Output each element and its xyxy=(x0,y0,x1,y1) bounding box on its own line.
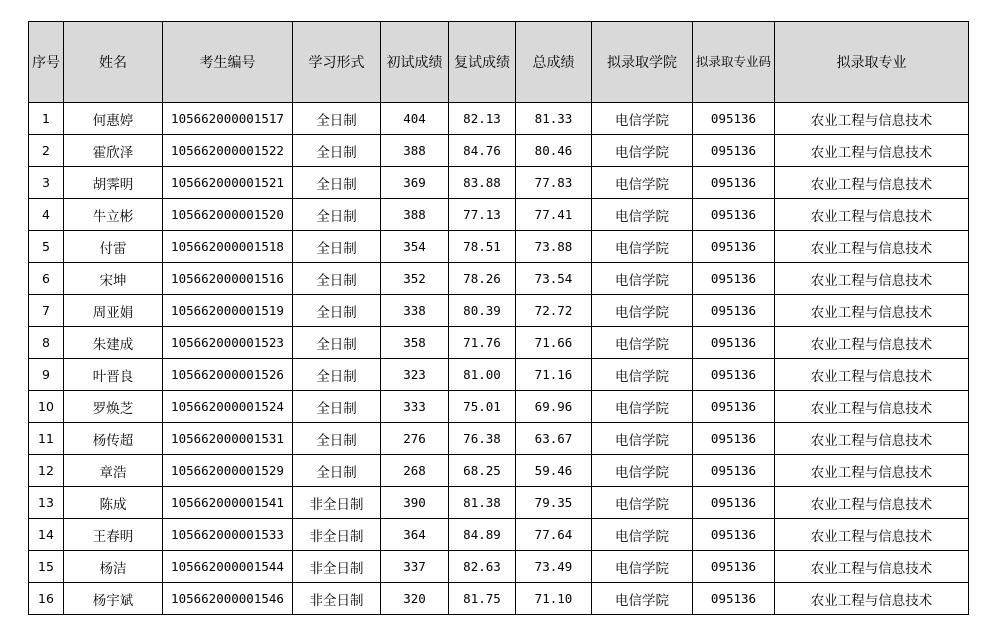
cell-total-score: 72.72 xyxy=(516,295,592,327)
table-row xyxy=(29,583,969,615)
cell-index: 5 xyxy=(29,231,64,263)
cell-major: 农业工程与信息技术 xyxy=(775,327,969,359)
cell-name: 章浩 xyxy=(64,455,163,487)
table-row xyxy=(29,327,969,359)
cell-total-score: 81.33 xyxy=(516,103,592,135)
cell-retest-score: 75.01 xyxy=(449,391,516,423)
cell-initial-score: 388 xyxy=(381,199,449,231)
cell-major: 农业工程与信息技术 xyxy=(775,519,969,551)
cell-index: 11 xyxy=(29,423,64,455)
cell-major: 农业工程与信息技术 xyxy=(775,231,969,263)
cell-index: 2 xyxy=(29,135,64,167)
cell-initial-score: 337 xyxy=(381,551,449,583)
cell-index: 13 xyxy=(29,487,64,519)
table-row xyxy=(29,423,969,455)
table-body xyxy=(29,103,969,615)
cell-total-score: 73.88 xyxy=(516,231,592,263)
cell-total-score: 77.41 xyxy=(516,199,592,231)
cell-initial-score: 352 xyxy=(381,263,449,295)
cell-index: 12 xyxy=(29,455,64,487)
cell-major: 农业工程与信息技术 xyxy=(775,167,969,199)
cell-college: 电信学院 xyxy=(592,263,693,295)
cell-retest-score: 82.13 xyxy=(449,103,516,135)
cell-major-code: 095136 xyxy=(693,455,775,487)
cell-major: 农业工程与信息技术 xyxy=(775,103,969,135)
cell-retest-score: 80.39 xyxy=(449,295,516,327)
cell-exam-id: 105662000001517 xyxy=(163,103,293,135)
cell-retest-score: 78.26 xyxy=(449,263,516,295)
cell-major-code: 095136 xyxy=(693,391,775,423)
cell-major: 农业工程与信息技术 xyxy=(775,455,969,487)
cell-exam-id: 105662000001546 xyxy=(163,583,293,615)
cell-name: 王春明 xyxy=(64,519,163,551)
cell-study-mode: 非全日制 xyxy=(293,551,381,583)
cell-study-mode: 全日制 xyxy=(293,135,381,167)
cell-initial-score: 268 xyxy=(381,455,449,487)
cell-college: 电信学院 xyxy=(592,455,693,487)
cell-college: 电信学院 xyxy=(592,135,693,167)
cell-total-score: 71.66 xyxy=(516,327,592,359)
table-row xyxy=(29,167,969,199)
cell-name: 杨传超 xyxy=(64,423,163,455)
cell-college: 电信学院 xyxy=(592,423,693,455)
cell-retest-score: 81.00 xyxy=(449,359,516,391)
table-row xyxy=(29,455,969,487)
header-total-score: 总成绩 xyxy=(516,22,592,103)
cell-major: 农业工程与信息技术 xyxy=(775,423,969,455)
cell-college: 电信学院 xyxy=(592,231,693,263)
cell-name: 杨洁 xyxy=(64,551,163,583)
header-exam-id: 考生编号 xyxy=(163,22,293,103)
header-major-code: 拟录取专业码 xyxy=(693,22,775,103)
cell-college: 电信学院 xyxy=(592,391,693,423)
header-study-mode: 学习形式 xyxy=(293,22,381,103)
cell-index: 1 xyxy=(29,103,64,135)
table-row xyxy=(29,551,969,583)
cell-retest-score: 81.38 xyxy=(449,487,516,519)
cell-major-code: 095136 xyxy=(693,487,775,519)
cell-major-code: 095136 xyxy=(693,199,775,231)
cell-total-score: 73.49 xyxy=(516,551,592,583)
cell-college: 电信学院 xyxy=(592,167,693,199)
cell-major: 农业工程与信息技术 xyxy=(775,199,969,231)
cell-exam-id: 105662000001524 xyxy=(163,391,293,423)
cell-index: 14 xyxy=(29,519,64,551)
cell-exam-id: 105662000001544 xyxy=(163,551,293,583)
cell-college: 电信学院 xyxy=(592,199,693,231)
cell-exam-id: 105662000001526 xyxy=(163,359,293,391)
cell-study-mode: 全日制 xyxy=(293,199,381,231)
cell-initial-score: 276 xyxy=(381,423,449,455)
cell-total-score: 79.35 xyxy=(516,487,592,519)
cell-exam-id: 105662000001523 xyxy=(163,327,293,359)
cell-name: 何惠婷 xyxy=(64,103,163,135)
cell-total-score: 69.96 xyxy=(516,391,592,423)
cell-exam-id: 105662000001521 xyxy=(163,167,293,199)
cell-exam-id: 105662000001531 xyxy=(163,423,293,455)
cell-study-mode: 非全日制 xyxy=(293,487,381,519)
cell-retest-score: 82.63 xyxy=(449,551,516,583)
cell-index: 4 xyxy=(29,199,64,231)
cell-initial-score: 320 xyxy=(381,583,449,615)
cell-major: 农业工程与信息技术 xyxy=(775,551,969,583)
table-row xyxy=(29,519,969,551)
cell-major-code: 095136 xyxy=(693,231,775,263)
cell-major-code: 095136 xyxy=(693,103,775,135)
cell-major-code: 095136 xyxy=(693,551,775,583)
cell-total-score: 59.46 xyxy=(516,455,592,487)
cell-college: 电信学院 xyxy=(592,583,693,615)
cell-college: 电信学院 xyxy=(592,359,693,391)
cell-study-mode: 全日制 xyxy=(293,263,381,295)
cell-index: 6 xyxy=(29,263,64,295)
cell-study-mode: 全日制 xyxy=(293,295,381,327)
cell-name: 陈成 xyxy=(64,487,163,519)
cell-study-mode: 全日制 xyxy=(293,167,381,199)
cell-retest-score: 81.75 xyxy=(449,583,516,615)
header-row xyxy=(29,22,969,103)
cell-initial-score: 390 xyxy=(381,487,449,519)
cell-name: 付雷 xyxy=(64,231,163,263)
cell-initial-score: 323 xyxy=(381,359,449,391)
cell-name: 宋坤 xyxy=(64,263,163,295)
cell-initial-score: 358 xyxy=(381,327,449,359)
cell-initial-score: 404 xyxy=(381,103,449,135)
cell-exam-id: 105662000001533 xyxy=(163,519,293,551)
cell-exam-id: 105662000001519 xyxy=(163,295,293,327)
table-row xyxy=(29,391,969,423)
cell-index: 3 xyxy=(29,167,64,199)
cell-college: 电信学院 xyxy=(592,519,693,551)
cell-retest-score: 77.13 xyxy=(449,199,516,231)
cell-exam-id: 105662000001541 xyxy=(163,487,293,519)
cell-study-mode: 全日制 xyxy=(293,103,381,135)
header-major: 拟录取专业 xyxy=(775,22,969,103)
cell-study-mode: 全日制 xyxy=(293,231,381,263)
cell-college: 电信学院 xyxy=(592,551,693,583)
table-row xyxy=(29,359,969,391)
cell-major-code: 095136 xyxy=(693,295,775,327)
header-college: 拟录取学院 xyxy=(592,22,693,103)
cell-major-code: 095136 xyxy=(693,167,775,199)
cell-name: 周亚娟 xyxy=(64,295,163,327)
cell-study-mode: 非全日制 xyxy=(293,519,381,551)
cell-major-code: 095136 xyxy=(693,327,775,359)
table-row xyxy=(29,103,969,135)
cell-initial-score: 354 xyxy=(381,231,449,263)
cell-major: 农业工程与信息技术 xyxy=(775,135,969,167)
cell-college: 电信学院 xyxy=(592,327,693,359)
cell-exam-id: 105662000001522 xyxy=(163,135,293,167)
cell-college: 电信学院 xyxy=(592,103,693,135)
cell-retest-score: 84.76 xyxy=(449,135,516,167)
cell-retest-score: 84.89 xyxy=(449,519,516,551)
table-row xyxy=(29,231,969,263)
cell-major: 农业工程与信息技术 xyxy=(775,487,969,519)
cell-study-mode: 全日制 xyxy=(293,455,381,487)
header-initial-score: 初试成绩 xyxy=(381,22,449,103)
cell-index: 7 xyxy=(29,295,64,327)
cell-initial-score: 388 xyxy=(381,135,449,167)
cell-name: 朱建成 xyxy=(64,327,163,359)
cell-index: 16 xyxy=(29,583,64,615)
cell-major: 农业工程与信息技术 xyxy=(775,263,969,295)
table-row xyxy=(29,487,969,519)
cell-total-score: 80.46 xyxy=(516,135,592,167)
cell-exam-id: 105662000001516 xyxy=(163,263,293,295)
cell-name: 牛立彬 xyxy=(64,199,163,231)
cell-major: 农业工程与信息技术 xyxy=(775,583,969,615)
cell-retest-score: 78.51 xyxy=(449,231,516,263)
cell-retest-score: 68.25 xyxy=(449,455,516,487)
cell-index: 15 xyxy=(29,551,64,583)
cell-exam-id: 105662000001529 xyxy=(163,455,293,487)
cell-college: 电信学院 xyxy=(592,487,693,519)
cell-major: 农业工程与信息技术 xyxy=(775,295,969,327)
table-row xyxy=(29,135,969,167)
cell-major-code: 095136 xyxy=(693,135,775,167)
cell-total-score: 77.64 xyxy=(516,519,592,551)
admission-table xyxy=(28,21,969,615)
cell-study-mode: 全日制 xyxy=(293,327,381,359)
header-retest-score: 复试成绩 xyxy=(449,22,516,103)
cell-major: 农业工程与信息技术 xyxy=(775,359,969,391)
header-name: 姓名 xyxy=(64,22,163,103)
table-row xyxy=(29,295,969,327)
cell-exam-id: 105662000001518 xyxy=(163,231,293,263)
cell-initial-score: 333 xyxy=(381,391,449,423)
cell-major-code: 095136 xyxy=(693,359,775,391)
cell-study-mode: 全日制 xyxy=(293,423,381,455)
cell-study-mode: 非全日制 xyxy=(293,583,381,615)
cell-major-code: 095136 xyxy=(693,423,775,455)
cell-name: 叶晋良 xyxy=(64,359,163,391)
cell-name: 杨宇斌 xyxy=(64,583,163,615)
cell-total-score: 73.54 xyxy=(516,263,592,295)
cell-name: 胡霁明 xyxy=(64,167,163,199)
cell-total-score: 63.67 xyxy=(516,423,592,455)
cell-total-score: 71.16 xyxy=(516,359,592,391)
cell-major-code: 095136 xyxy=(693,263,775,295)
cell-total-score: 77.83 xyxy=(516,167,592,199)
cell-major-code: 095136 xyxy=(693,519,775,551)
cell-retest-score: 71.76 xyxy=(449,327,516,359)
header-index: 序号 xyxy=(29,22,64,103)
cell-name: 霍欣泽 xyxy=(64,135,163,167)
cell-study-mode: 全日制 xyxy=(293,359,381,391)
cell-major: 农业工程与信息技术 xyxy=(775,391,969,423)
cell-name: 罗焕芝 xyxy=(64,391,163,423)
cell-exam-id: 105662000001520 xyxy=(163,199,293,231)
cell-index: 9 xyxy=(29,359,64,391)
cell-college: 电信学院 xyxy=(592,295,693,327)
table-row xyxy=(29,263,969,295)
cell-study-mode: 全日制 xyxy=(293,391,381,423)
cell-index: 10 xyxy=(29,391,64,423)
table-row xyxy=(29,199,969,231)
cell-major-code: 095136 xyxy=(693,583,775,615)
cell-retest-score: 83.88 xyxy=(449,167,516,199)
cell-initial-score: 369 xyxy=(381,167,449,199)
cell-initial-score: 338 xyxy=(381,295,449,327)
cell-index: 8 xyxy=(29,327,64,359)
cell-initial-score: 364 xyxy=(381,519,449,551)
cell-retest-score: 76.38 xyxy=(449,423,516,455)
cell-total-score: 71.10 xyxy=(516,583,592,615)
